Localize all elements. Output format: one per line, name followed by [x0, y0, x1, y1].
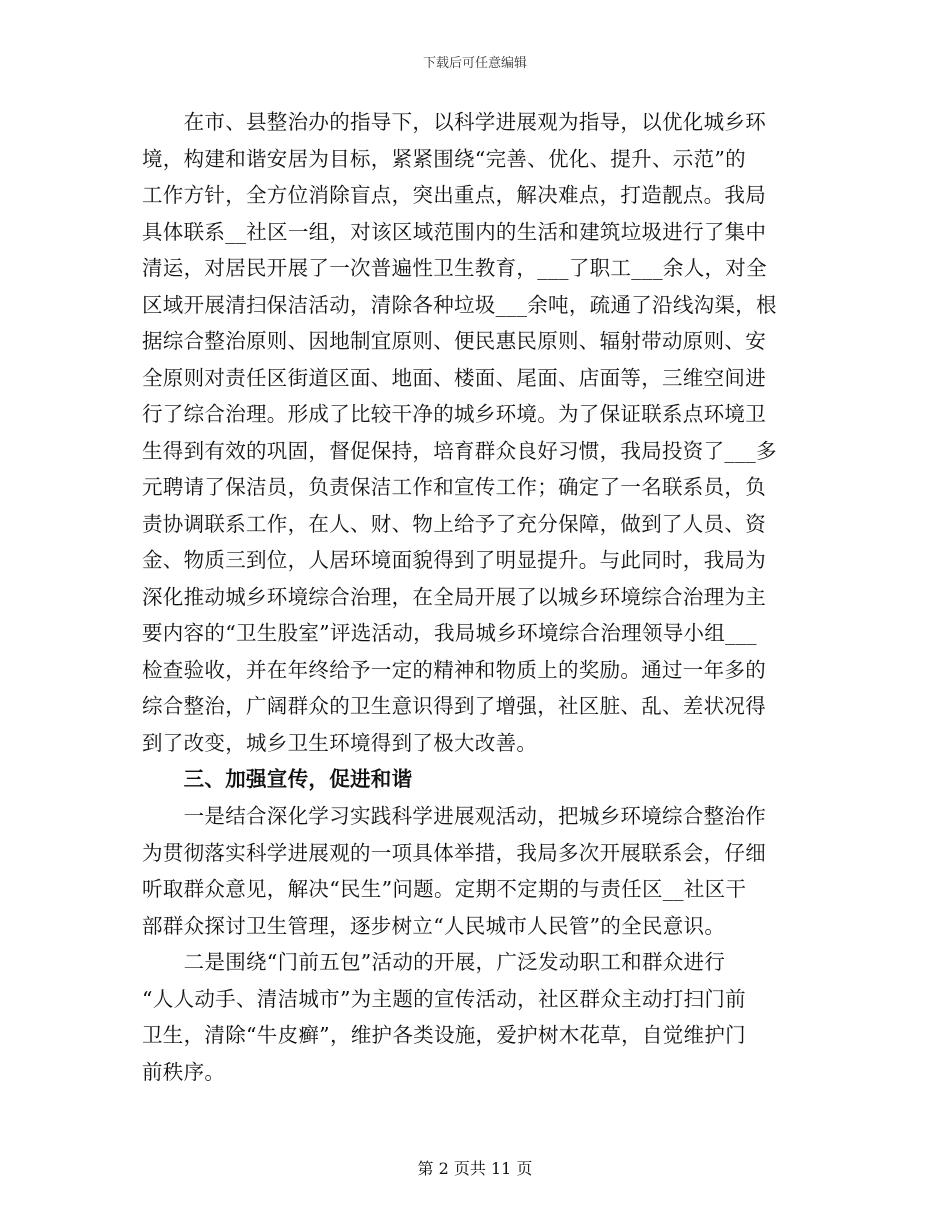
- paragraph-line: 为贯彻落实科学进展观的一项具体举措，我局多次开展联系会，仔细: [142, 840, 766, 865]
- paragraph-line: 工作方针，全方位消除盲点，突出重点，解决难点，打造靓点。我局: [142, 183, 766, 207]
- paragraph-line: 到了改变，城乡卫生环境得到了极大改善。: [142, 730, 538, 755]
- paragraph-line: 综合整治，广阔群众的卫生意识得到了增强，社区脏、乱、差状况得: [142, 694, 766, 718]
- paragraph-line: 一是结合深化学习实践科学进展观活动，把城乡环境综合整治作: [142, 804, 766, 828]
- paragraph-line: 区域开展清扫保洁活动，清除各种垃圾___余吨，疏通了沿线沟渠，根: [142, 292, 777, 317]
- paragraph-line: 境，构建和谐安居为目标，紧紧围绕“完善、优化、提升、示范”的: [142, 146, 746, 171]
- paragraph-line: 在市、县整治办的指导下，以科学进展观为指导，以优化城乡环: [142, 110, 766, 134]
- paragraph-line: 部群众探讨卫生管理，逐步树立“人民城市人民管”的全民意识。: [142, 913, 726, 938]
- paragraph-line: 深化推动城乡环境综合治理，在全局开展了以城乡环境综合治理为主: [142, 584, 766, 609]
- paragraph-line: 要内容的“卫生股室”评选活动，我局城乡环境综合治理领导小组___: [142, 621, 757, 645]
- paragraph-line: 卫生，清除“牛皮癣”，维护各类设施，爱护树木花草，自觉维护门: [142, 1023, 746, 1047]
- paragraph-line: 据综合整治原则、因地制宜原则、便民惠民原则、辐射带动原则、安: [142, 329, 766, 353]
- page-header: 下载后可任意编辑: [422, 56, 527, 71]
- page-footer: 第 2 页共 11 页: [417, 1159, 533, 1178]
- paragraph-line: 生得到有效的巩固，督促保持，培育群众良好习惯，我局投资了___多: [142, 438, 777, 463]
- paragraph-line: 元聘请了保洁员，负责保洁工作和宣传工作；确定了一名联系员，负: [142, 475, 766, 499]
- paragraph-line: 行了综合治理。形成了比较干净的城乡环境。为了保证联系点环境卫: [142, 402, 766, 426]
- paragraph-line: 前秩序。: [142, 1059, 226, 1084]
- paragraph-line: 清运，对居民开展了一次普遍性卫生教育，___了职工___余人，对全: [142, 256, 767, 280]
- paragraph-line: 具体联系__社区一组，对该区域范围内的生活和建筑垃圾进行了集中: [142, 219, 767, 244]
- paragraph-line: 二是围绕“门前五包”活动的开展，广泛发动职工和群众进行: [142, 950, 726, 974]
- paragraph-line: 检查验收，并在年终给予一定的精神和物质上的奖励。通过一年多的: [142, 657, 766, 682]
- paragraph-line: 全原则对责任区街道区面、地面、楼面、尾面、店面等，三维空间进: [142, 365, 766, 390]
- paragraph-line: 听取群众意见，解决“民生”问题。定期不定期的与责任区__社区干: [142, 877, 747, 901]
- paragraph-line: “人人动手、清洁城市”为主题的宣传活动，社区群众主动打扫门前: [142, 986, 746, 1011]
- paragraph-line: 责协调联系工作，在人、财、物上给予了充分保障，做到了人员、资: [142, 511, 766, 536]
- section-heading: 三、加强宣传，促进和谐: [142, 767, 413, 791]
- document-body: [142, 104, 810, 1090]
- paragraph-line: 金、物质三到位，人居环境面貌得到了明显提升。与此同时，我局为: [142, 548, 766, 572]
